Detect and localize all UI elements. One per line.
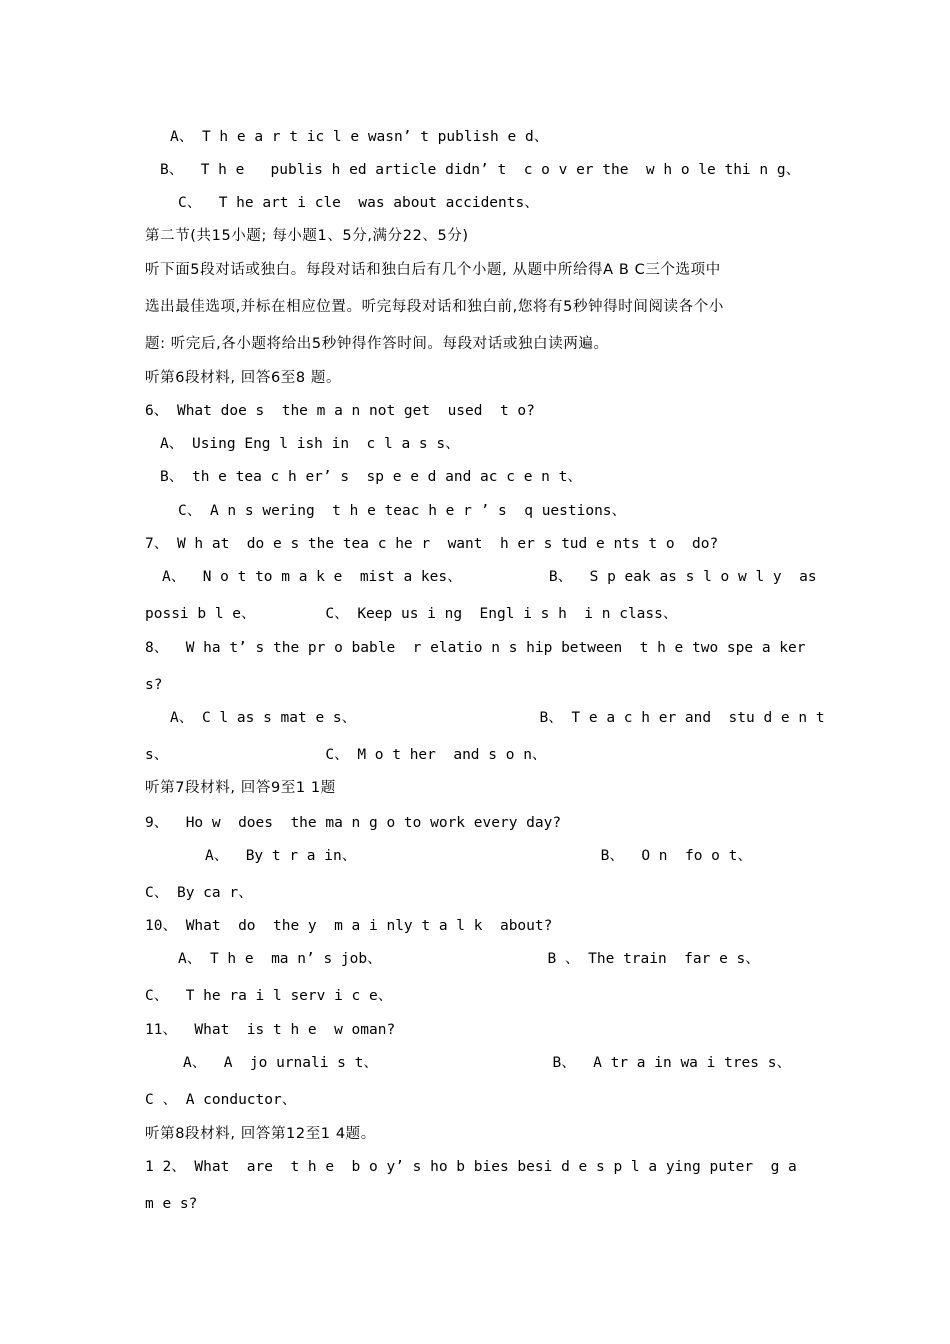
q7-options-line-2: possi b l e、 C、 Keep us i ng Engl i s h i n class、: [145, 606, 678, 622]
q9-option-c: C、 By ca r、: [145, 885, 253, 901]
question-8-continued: s?: [145, 677, 163, 693]
material-7-heading: 听第7段材料, 回答9至1 1题: [145, 780, 336, 796]
material-8-heading: 听第8段材料, 回答第12至1 4题。: [145, 1126, 376, 1142]
q11-option-c: C 、 A conductor、: [145, 1092, 297, 1108]
question-12: 1 2、 What are t h e b o y’ s ho b bies besi d e s p l a ying puter g a: [145, 1159, 797, 1175]
q11-options-line-1: A、 A jo urnali s t、 B、 A tr a in wa i tres s、: [183, 1055, 791, 1071]
q7-options-line-1: A、 N o t to m a k e mist a kes、 B、 S p eak as s l o w l y as: [162, 569, 817, 585]
q10-options-line-1: A、 T h e ma n’ s job、 B 、 The train far e s、: [178, 951, 760, 967]
q9-options-line-1: A、 By t r a in、 B、 O n fo o t、: [205, 848, 752, 864]
q5-option-b: B、 T h e publis h ed article didn’ t c o v er the w h o le thi n g、: [160, 162, 801, 178]
q6-option-b: B、 th e tea c h er’ s sp e e d and ac c e n t、: [160, 469, 582, 485]
question-7: 7、 W h at do e s the tea c he r want h er s tud e nts t o do?: [145, 536, 719, 552]
question-11: 11、 What is t h e w oman?: [145, 1022, 396, 1038]
question-10: 10、 What do the y m a i nly t a l k about?: [145, 918, 553, 934]
q5-option-c: C、 T he art i cle was about accidents、: [178, 195, 539, 211]
instructions-line-2: 选出最佳选项,并标在相应位置。听完每段对话和独白前,您将有5秒钟得时间阅读各个小: [145, 299, 724, 315]
instructions-line-1: 听下面5段对话或独白。每段对话和独白后有几个小题, 从题中所给得A B C三个选项中: [145, 262, 721, 278]
question-6: 6、 What doe s the m a n not get used t o?: [145, 403, 535, 419]
q6-option-c: C、 A n s wering t h e teac h e r ’ s q uestions、: [178, 503, 627, 519]
question-12-continued: m e s?: [145, 1196, 198, 1212]
question-9: 9、 Ho w does the ma n g o to work every day?: [145, 815, 562, 831]
q10-option-c: C、 T he ra i l serv i c e、: [145, 988, 393, 1004]
section-2-heading: 第二节(共15小题; 每小题1、5分,满分22、5分): [145, 228, 469, 244]
material-6-heading: 听第6段材料, 回答6至8 题。: [145, 370, 342, 386]
question-8: 8、 W ha t’ s the pr o bable r elatio n s hip between t h e two spe a ker: [145, 640, 806, 656]
q8-options-line-1: A、 C l as s mat e s、 B、 T e a c h er and stu d e n t: [170, 710, 825, 726]
q6-option-a: A、 Using Eng l ish in c l a s s、: [160, 436, 460, 452]
q8-options-line-2: s、 C、 M o t her and s o n、: [145, 747, 547, 763]
q5-option-a: A、 T h e a r t ic l e wasn’ t publish e d、: [170, 129, 549, 145]
instructions-line-3: 题: 听完后,各小题将给出5秒钟得作答时间。每段对话或独白读两遍。: [145, 336, 609, 352]
